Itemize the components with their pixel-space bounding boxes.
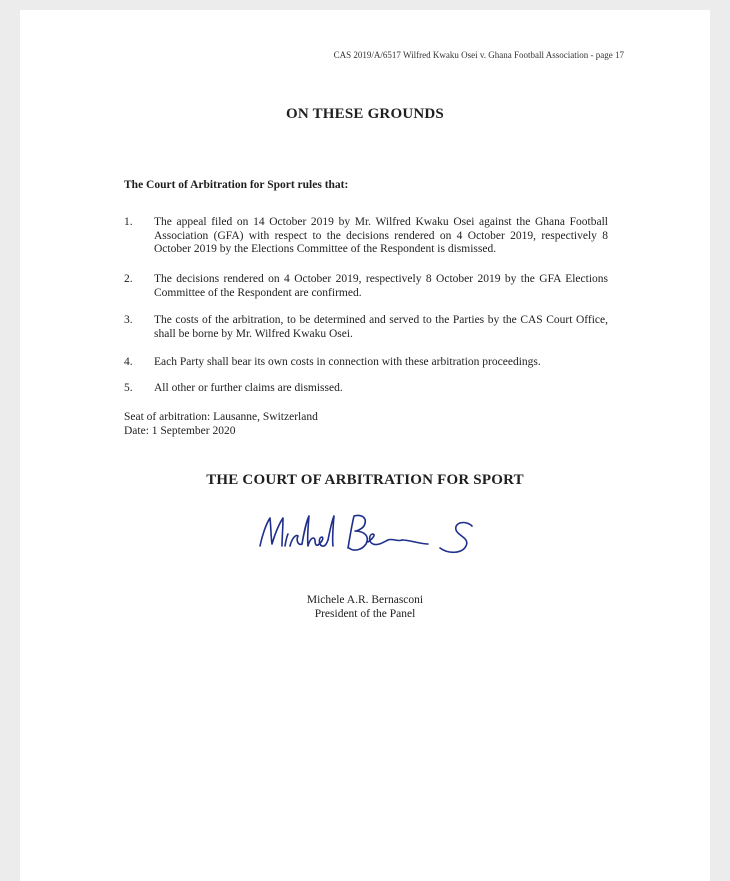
page-header: CAS 2019/A/6517 Wilfred Kwaku Osei v. Ghana Football Association - page 17 [333, 50, 624, 60]
ruling-number: 4. [124, 356, 133, 368]
ruling-text: The decisions rendered on 4 October 2019, respectively 8 October 2019 by the GFA Elections Committee of the Respondent are confirmed. [154, 273, 608, 299]
signer-block [20, 594, 710, 621]
signer-name: Michele A.R. Bernasconi [306, 594, 424, 606]
ruling-text: The costs of the arbitration, to be determined and served to the Parties by the CAS Court Office, shall be borne by Mr. Wilfred Kwaku Osei. [154, 314, 608, 340]
ruling-text: The appeal filed on 14 October 2019 by Mr. Wilfred Kwaku Osei against the Ghana Football Association (GFA) with respect to the decisions rendered on 4 October 2019, respectively 8 October 2019 by the Elections Committee of the Respondent is dismissed. [154, 216, 608, 255]
seat-and-date [124, 411, 318, 438]
section-title: ON THESE GROUNDS [286, 106, 444, 122]
ruling-number: 3. [124, 314, 133, 326]
ruling-number: 2. [124, 273, 133, 285]
ruling-number: 5. [124, 382, 133, 394]
seat-of-arbitration: Seat of arbitration: Lausanne, Switzerland [124, 411, 318, 423]
signer-role: President of the Panel [314, 607, 416, 620]
court-name: THE COURT OF ARBITRATION FOR SPORT [206, 472, 524, 488]
document-page [20, 10, 710, 881]
ruling-number: 1. [124, 216, 133, 228]
ruling-text: Each Party shall bear its own costs in connection with these arbitration proceedings. [154, 356, 541, 368]
rulings-intro: The Court of Arbitration for Sport rules that: [124, 179, 349, 191]
ruling-text: All other or further claims are dismissed. [154, 382, 343, 394]
handwritten-signature [252, 506, 482, 570]
decision-date: Date: 1 September 2020 [124, 424, 236, 437]
